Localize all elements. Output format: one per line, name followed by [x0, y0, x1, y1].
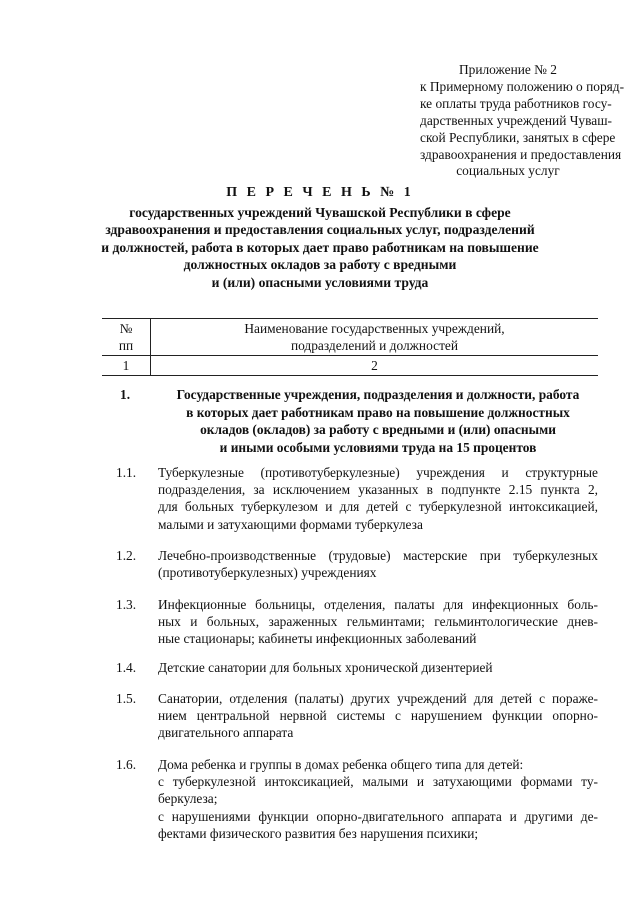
item-line: Лечебно-производственные (трудовые) мастерские при туберкулезных — [158, 548, 598, 563]
col-number-header-line: пп — [118, 338, 134, 353]
list-item — [102, 596, 598, 648]
title-heading: П Е Р Е Ч Е Н Ь № 1 — [226, 185, 414, 200]
item-text — [158, 464, 598, 533]
item-line: (противотуберкулезных) учреждениях — [158, 565, 377, 581]
item-number: 1.4. — [116, 660, 137, 675]
section-line: Государственные учреждения, подразделения и должности, работа — [176, 387, 580, 402]
appendix-number: Приложение № 2 — [458, 62, 558, 77]
item-line: ных и больных, зараженных гельминтами; гельминтологические днев- — [158, 614, 598, 630]
col-name-header — [151, 319, 599, 356]
table-numbering-row — [102, 356, 598, 376]
appendix-line: дарственных учреждений Чуваш- — [420, 112, 612, 128]
item-number: 1.3. — [116, 597, 137, 612]
item-line: подразделения, за исключением указанных в подпункте 2.15 пункта 2, — [158, 482, 598, 498]
section-number: 1. — [120, 387, 131, 402]
item-line: Инфекционные больницы, отделения, палаты для инфекционных боль- — [158, 597, 598, 612]
item-text — [158, 596, 598, 648]
appendix-line: социальных услуг — [456, 163, 560, 179]
item-line: ные стационары; кабинеты инфекционных заболеваний — [158, 631, 477, 647]
item-line: с нарушениями функции опорно-двигательного аппарата и другими де- — [158, 808, 598, 824]
appendix-header — [420, 62, 625, 180]
col-name-index: 2 — [151, 356, 599, 376]
item-line: Дома ребенка и группы в домах ребенка общего типа для детей: — [158, 757, 524, 772]
item-number: 1.1. — [116, 465, 137, 480]
item-line: нием центральной нервной системы с нарушением функции опорно- — [158, 708, 598, 724]
list-item — [102, 464, 598, 533]
section-line: окладов (окладов) за работу с вредными и (или) опасными — [200, 422, 556, 437]
item-line: Детские санатории для больных хронической дизентерией — [158, 660, 493, 675]
col-number-header — [102, 319, 151, 356]
item-line: для больных туберкулезом и для детей с туберкулезной интоксикацией, — [158, 499, 598, 515]
col-name-header-line: подразделений и должностей — [290, 338, 459, 353]
item-text — [158, 659, 598, 676]
title-line: и должностей, работа в которых дает право работникам на повышение — [101, 239, 539, 255]
section-line: и иными особыми условиями труда на 15 процентов — [219, 439, 537, 455]
appendix-line: к Примерному положению о поряд- — [420, 78, 625, 94]
item-line: Санатории, отделения (палаты) других учреждений для детей с пораже- — [158, 691, 598, 706]
item-number: 1.5. — [116, 691, 137, 706]
item-line: с туберкулезной интоксикацией, малыми и затухающими формами ту- — [158, 774, 598, 790]
item-line: фектами физического развития без нарушения психики; — [158, 825, 479, 841]
list-item — [102, 547, 598, 581]
item-line: малыми и затухающими формами туберкулеза — [158, 516, 423, 532]
document-title — [80, 184, 560, 291]
section-title — [102, 386, 598, 456]
section-text — [158, 386, 598, 456]
item-line: беркулеза; — [158, 791, 218, 807]
item-text — [158, 756, 598, 842]
col-name-header-line: Наименование государственных учреждений, — [244, 321, 505, 336]
item-line: Туберкулезные (противотуберкулезные) учреждения и структурные — [158, 465, 598, 480]
list-item — [102, 659, 598, 676]
list-item — [102, 690, 598, 742]
appendix-line: здравоохранения и предоставления — [420, 146, 622, 162]
item-text — [158, 690, 598, 742]
section-line: в которых дает работникам право на повышение должностных — [186, 404, 570, 420]
column-header-table — [102, 318, 598, 376]
title-line: здравоохранения и предоставления социальных услуг, подразделений — [105, 222, 535, 237]
table-header-row — [102, 319, 598, 356]
col-number-index: 1 — [102, 356, 151, 376]
title-line: должностных окладов за работу с вредными — [183, 257, 457, 272]
appendix-line: ке оплаты труда работников госу- — [420, 95, 612, 111]
item-number: 1.2. — [116, 548, 137, 563]
item-number: 1.6. — [116, 757, 137, 772]
appendix-line: ской Республики, занятых в сфере — [420, 129, 616, 145]
title-line: и (или) опасными условиями труда — [211, 274, 429, 290]
col-number-header-line: № — [119, 321, 133, 336]
item-line: двигательного аппарата — [158, 725, 294, 741]
list-item — [102, 756, 598, 842]
item-text — [158, 547, 598, 581]
title-line: государственных учреждений Чувашской Республики в сфере — [129, 204, 511, 220]
